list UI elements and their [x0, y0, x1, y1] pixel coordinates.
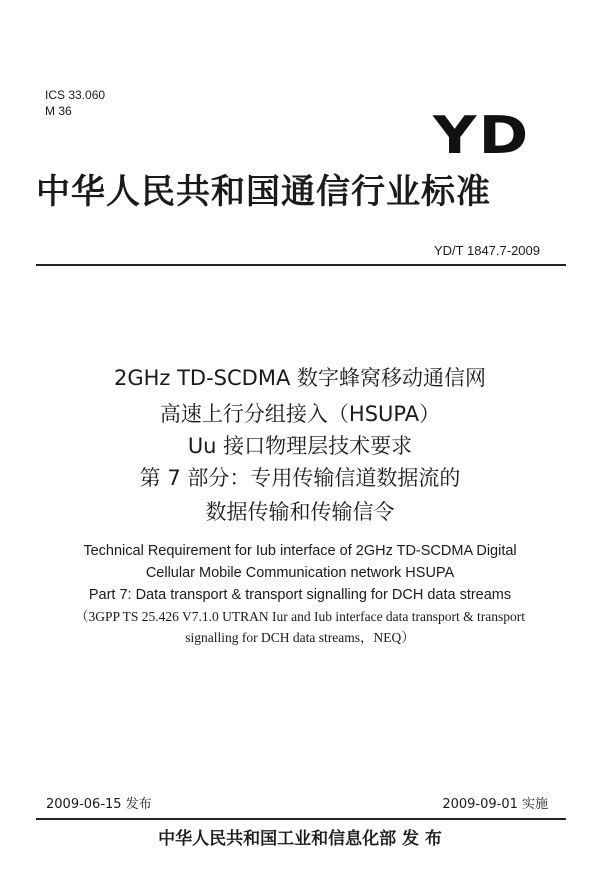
english-title-line: Technical Requirement for Iub interface of 2GHz TD-SCDMA Digital: [83, 543, 517, 559]
chinese-title-line: 2GHz TD-SCDMA 数字蜂窝移动通信网: [113, 366, 487, 390]
header-divider: [36, 264, 566, 266]
issue-date: 2009-06-15 发布: [46, 797, 152, 812]
implementation-date: 2009-09-01 实施: [442, 797, 548, 812]
ics-code: ICS 33.060: [45, 88, 106, 102]
reference-line: signalling for DCH data streams，NEQ）: [185, 630, 415, 645]
document-number: YD/T 1847.7-2009: [434, 243, 540, 258]
reference-line: （3GPP TS 25.426 V7.1.0 UTRAN Iur and Iub interface data transport & transport: [74, 609, 526, 624]
english-title-line: Cellular Mobile Communication network HSUPA: [145, 565, 455, 581]
chinese-title-line: 高速上行分组接入（HSUPA）: [159, 402, 441, 426]
yd-logo: YD: [433, 106, 531, 166]
chinese-title-line: Uu 接口物理层技术要求: [187, 434, 413, 458]
english-title-line: Part 7: Data transport & transport signalling for DCH data streams: [88, 587, 512, 603]
ccs-code: M 36: [45, 104, 72, 118]
publisher: 中华人民共和国工业和信息化部 发 布: [158, 829, 442, 849]
standard-category-title: 中华人民共和国通信行业标准: [36, 172, 491, 212]
chinese-title-line: 第 7 部分：专用传输信道数据流的: [139, 466, 461, 490]
footer-divider: [36, 818, 566, 820]
chinese-title-line: 数据传输和传输信令: [205, 500, 395, 524]
